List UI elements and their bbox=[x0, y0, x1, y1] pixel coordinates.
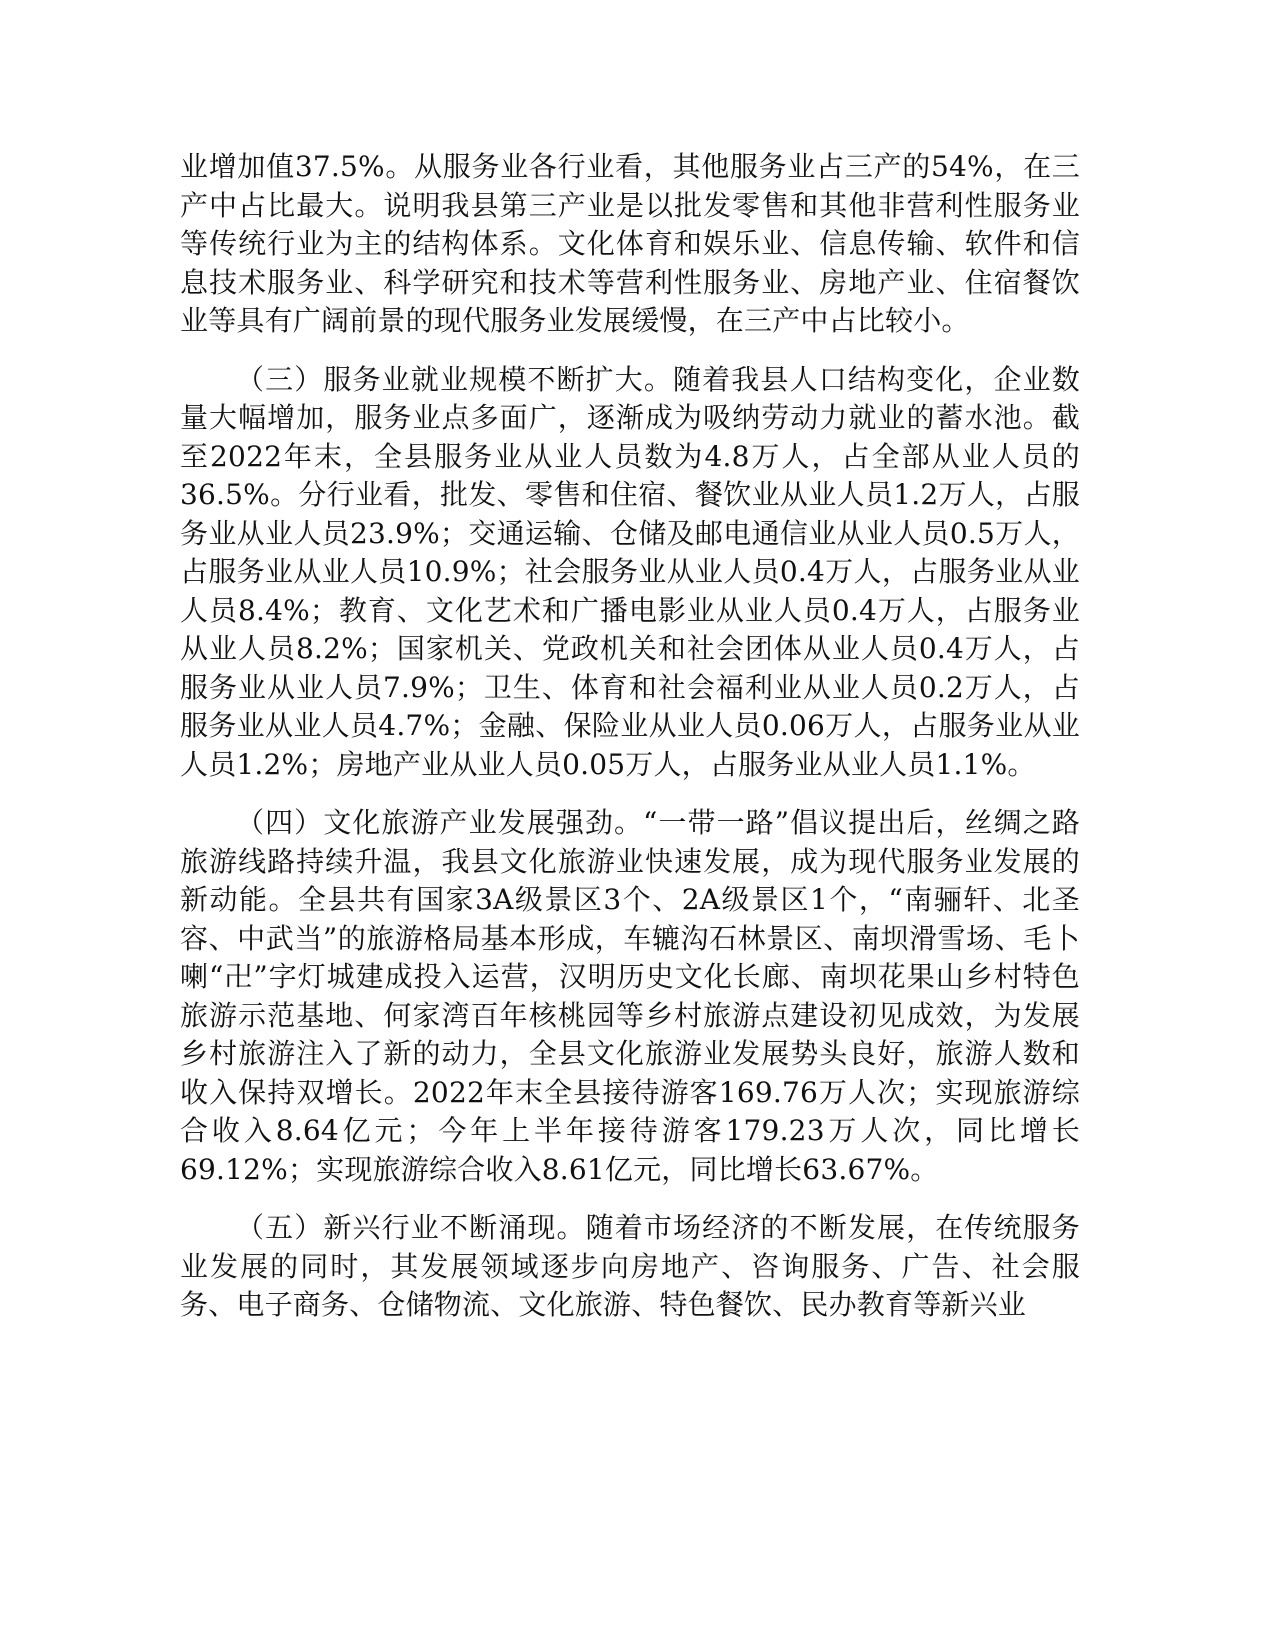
paragraph-section-5-emerging-industries: （五）新兴行业不断涌现。随着市场经济的不断发展，在传统服务业发展的同时，其发展领域逐步向房地产、咨询服务、广告、社会服务、电子商务、仓储物流、文化旅游、特色餐饮、民办教育等新兴业 bbox=[180, 1211, 1080, 1321]
paragraph-section-3-employment: （三）服务业就业规模不断扩大。随着我县人口结构变化，企业数量大幅增加，服务业点多面广，逐渐成为吸纳劳动力就业的蓄水池。截至2022年末，全县服务业从业人员数为4.8万人，占全部从业人员的36.5%。分行业看，批发、零售和住宿、餐饮业从业人员1.2万人，占服务业从业人员23.9%；交通运输、仓储及邮电通信业从业人员0.5万人，占服务业从业人员10.9%；社会服务业从业人员0.4万人，占服务业从业人员8.4%；教育、文化艺术和广播电影业从业人员0.4万人，占服务业从业人员8.2%；国家机关、党政机关和社会团体从业人员0.4万人，占服务业从业人员7.9%；卫生、体育和社会福利业从业人员0.2万人，占服务业从业人员4.7%；金融、保险业从业人员0.06万人，占服务业从业人员1.2%；房地产业从业人员0.05万人，占服务业从业人员1.1%。 bbox=[180, 362, 1080, 781]
document-page bbox=[180, 148, 1080, 1325]
paragraph-section-4-tourism: （四）文化旅游产业发展强劲。“一带一路”倡议提出后，丝绸之路旅游线路持续升温，我县文化旅游业快速发展，成为现代服务业发展的新动能。全县共有国家3A级景区3个、2A级景区1个，“南骊轩、北圣容、中武当”的旅游格局基本形成，车辘沟石林景区、南坝滑雪场、毛卜喇“卍”字灯城建成投入运营，汉明历史文化长廊、南坝花果山乡村特色旅游示范基地、何家湾百年核桃园等乡村旅游点建设初见成效，为发展乡村旅游注入了新的动力，全县文化旅游业发展势头良好，旅游人数和收入保持双增长。2022年末全县接待游客169.76万人次；实现旅游综合收入8.64亿元；今年上半年接待游客179.23万人次，同比增长69.12%；实现旅游综合收入8.61亿元，同比增长63.67%。 bbox=[180, 806, 1080, 1186]
paragraph-continuation: 业增加值37.5%。从服务业各行业看，其他服务业占三产的54%，在三产中占比最大。说明我县第三产业是以批发零售和其他非营利性服务业等传统行业为主的结构体系。文化体育和娱乐业、信息传输、软件和信息技术服务业、科学研究和技术等营利性服务业、房地产业、住宿餐饮业等具有广阔前景的现代服务业发展缓慢，在三产中占比较小。 bbox=[180, 150, 1080, 337]
